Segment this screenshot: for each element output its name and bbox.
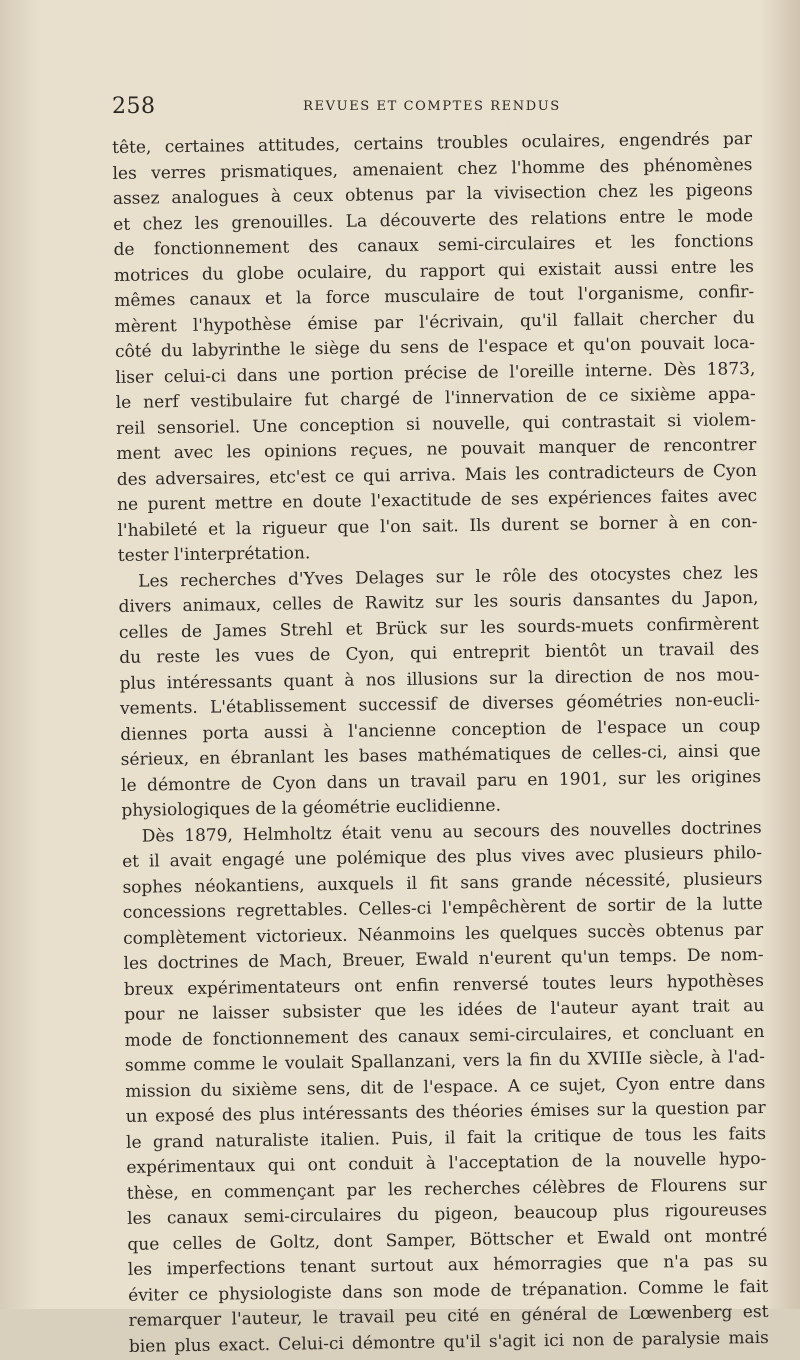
text-line: éviter ce physiologiste dans son mode de trépanation. Comme le fait (128, 1276, 769, 1306)
body-text (112, 127, 769, 1360)
text-line: remarquer l'auteur, le travail peu cité en général de Lœwenberg est (128, 1301, 769, 1331)
text-line: et chez les grenouilles. La découverte des relations entre le mode (113, 205, 754, 235)
text-line: l'habileté et la rigueur que l'on sait. Ils durent se borner à en con- (117, 511, 758, 541)
text-line: Dès 1879, Helmholtz était venu au secours des nouvelles doctrines (141, 817, 762, 847)
text-line: liser celui-ci dans une portion précise de l'oreille interne. Dès 1873, (115, 358, 756, 388)
text-line: celles de James Strehl et Brück sur les sourds-muets confirmèrent (118, 613, 760, 643)
text-line: divers animaux, celles de Rawitz sur les souris dansantes du Japon, (118, 588, 759, 617)
text-line: expérimentaux qui ont conduit à l'acceptation de la nouvelle hypo- (126, 1148, 767, 1178)
text-line: les doctrines de Mach, Breuer, Ewald n'eurent qu'un temps. De nom- (123, 944, 764, 974)
text-line: des adversaires, etc'est ce qui arriva. Mais les contradicteurs de Cyon (116, 460, 757, 490)
text-line: plus intéressants quant à nos illusions sur la direction de nos mou- (119, 664, 760, 694)
text-line: motrices du globe oculaire, du rapport qui existait aussi entre les (113, 256, 755, 286)
text-line: du reste les vues de Cyon, qui entreprit bientôt un travail des (119, 639, 760, 668)
text-line: vements. L'établissement successif de diverses géométries non-eucli- (119, 690, 761, 719)
page-number: 258 (112, 94, 156, 119)
text-line: sophes néokantiens, auxquels il fit sans grande nécessité, plusieurs (122, 868, 763, 898)
text-line: que celles de Goltz, dont Samper, Böttscher et Ewald ont montré (127, 1225, 768, 1255)
running-head (112, 94, 752, 124)
text-line: bien plus exact. Celui-ci démontre qu'il s'agit ici non de paralysie mais (128, 1327, 769, 1357)
text-line: et il avait engagé une polémique des plus vives avec plusieurs philo- (121, 842, 763, 872)
text-line: le nerf vestibulaire fut chargé de l'innervation de ce sixième appa- (115, 384, 756, 413)
text-line: mode de fonctionnement des canaux semi-circulaires, et concluant en (124, 1021, 765, 1051)
text-line: mission du sixième sens, dit de l'espace. A ce sujet, Cyon entre dans (125, 1072, 766, 1102)
text-line: ment avec les opinions reçues, ne pouvait manquer de rencontrer (116, 435, 757, 464)
text-line: tester l'interprétation. (117, 543, 311, 566)
running-title: REVUES ET COMPTES RENDUS (303, 99, 561, 114)
text-line: physiologiques de la géométrie euclidienne. (121, 795, 502, 821)
text-line: Les recherches d'Yves Delages sur le rôle des otocystes chez les (138, 562, 759, 592)
text-line: côté du labyrinthe le siège du sens de l'espace et qu'on pouvait loca- (114, 333, 756, 362)
text-line: sérieux, en ébranlant les bases mathématiques de celles-ci, ainsi que (120, 741, 761, 770)
text-line: complètement victorieux. Néanmoins les quelques succès obtenus par (123, 919, 764, 949)
text-line: le grand naturaliste italien. Puis, il fait la critique de tous les faits (125, 1123, 767, 1153)
text-line: tête, certaines attitudes, certains troubles oculaires, engendrés par (112, 129, 753, 158)
text-line: pour ne laisser subsister que les idées de l'auteur ayant trait au (124, 995, 765, 1025)
text-line: de fonctionnement des canaux semi-circulaires et les fonctions (113, 231, 754, 260)
text-line: somme comme le voulait Spallanzani, vers la fin du XVIIIe siècle, à l'ad- (124, 1046, 766, 1076)
text-line: diennes porta aussi à l'ancienne conception de l'espace un coup (120, 715, 761, 745)
text-line: assez analogues à ceux obtenus par la vivisection chez les pigeons (112, 180, 753, 209)
text-line: les imperfections tenant surtout aux hémorragies que n'a pas su (127, 1250, 768, 1280)
text-line: les canaux semi-circulaires du pigeon, beaucoup plus rigoureuses (126, 1199, 768, 1229)
text-line: un exposé des plus intéressants des théories émises sur la question par (125, 1097, 766, 1127)
text-line: breux expérimentateurs ont enfin renversé toutes leurs hypothèses (123, 970, 764, 1000)
text-line: le démontre de Cyon dans un travail paru en 1901, sur les origines (120, 766, 762, 796)
text-line: mèrent l'hypothèse émise par l'écrivain, qu'il fallait chercher du (114, 307, 755, 337)
text-line: ne purent mettre en doute l'exactitude de ses expériences faites avec (117, 486, 758, 515)
text-line: concessions regrettables. Celles-ci l'empêchèrent de sortir de la lutte (122, 893, 763, 923)
text-line: mêmes canaux et la force musculaire de tout l'organisme, confir- (114, 282, 755, 311)
text-line: thèse, en commençant par les recherches célèbres de Flourens sur (126, 1174, 767, 1204)
text-line: reil sensoriel. Une conception si nouvelle, qui contrastait si violem- (115, 409, 757, 439)
text-line: les verres prismatiques, amenaient chez l'homme des phénomènes (112, 154, 753, 184)
